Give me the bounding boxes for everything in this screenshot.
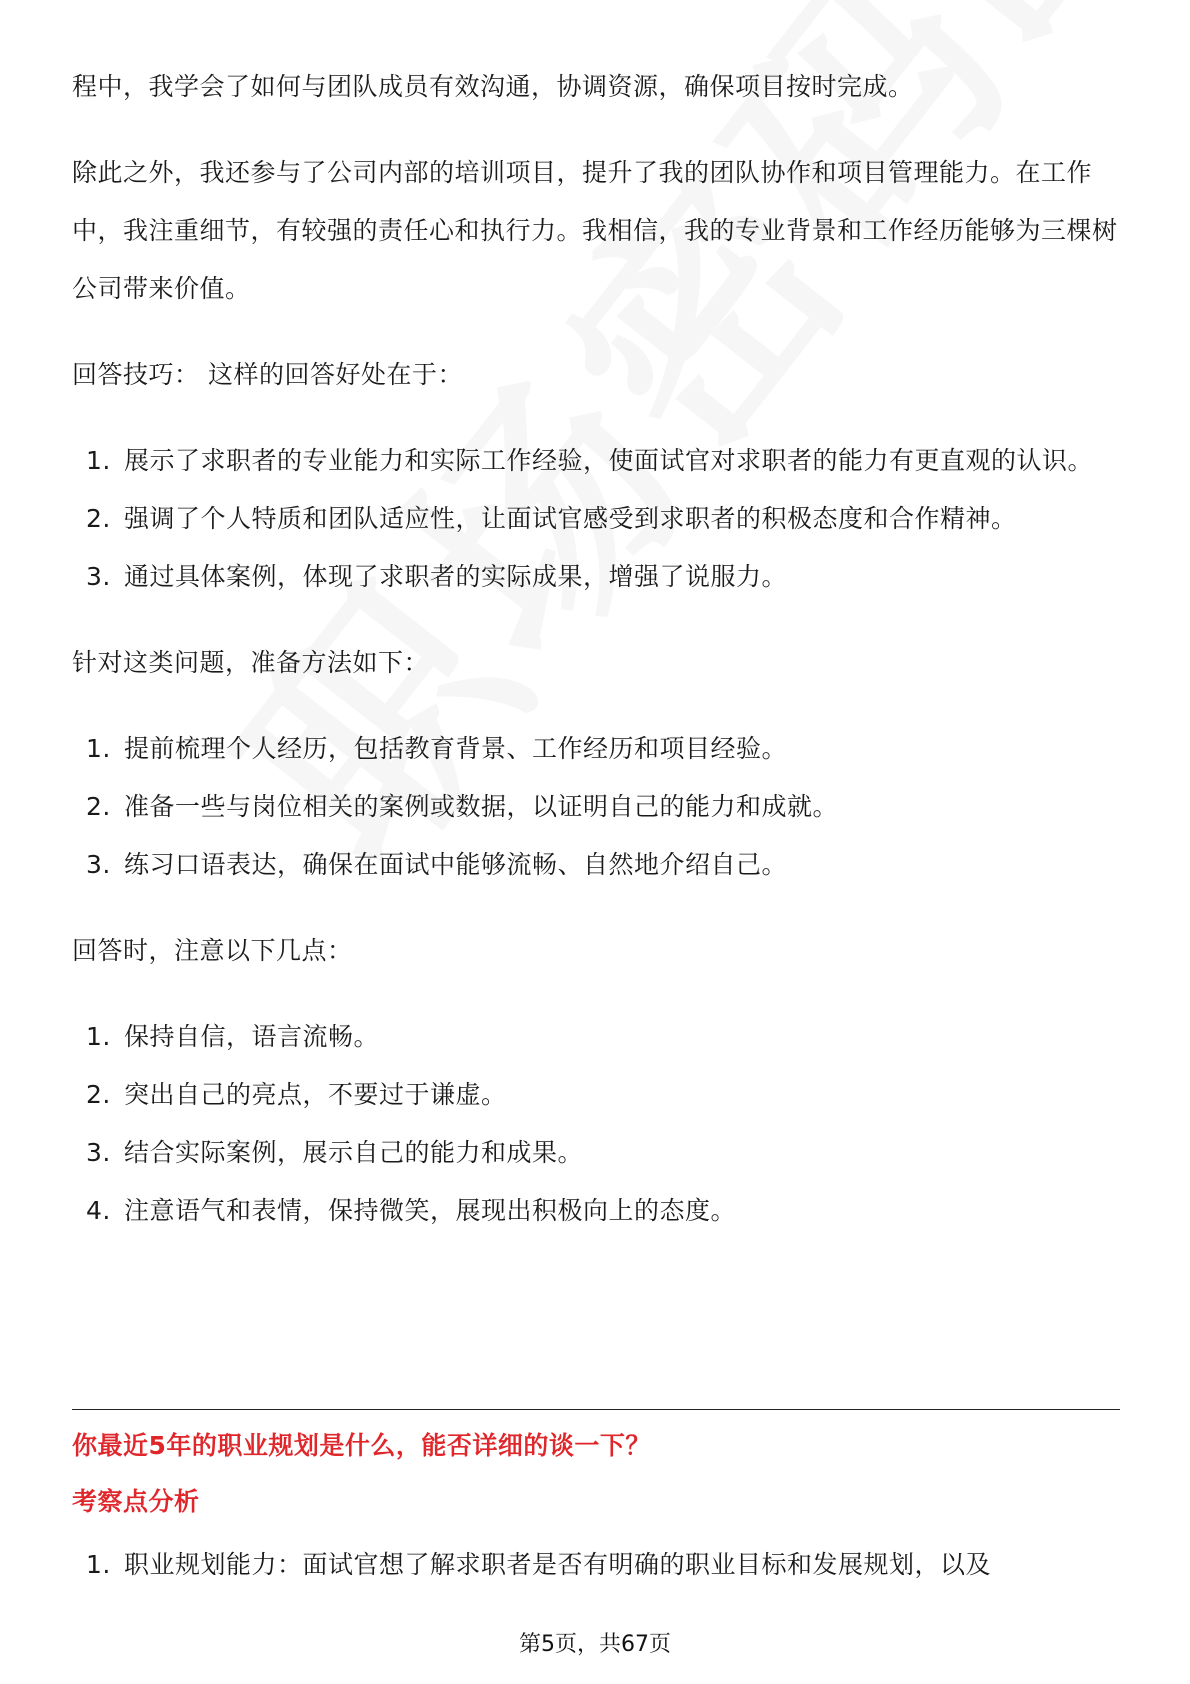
list-item-text: 注意语气和表情，保持微笑，展现出积极向上的态度。 xyxy=(124,1196,737,1225)
paragraph-additional-experience: 除此之外，我还参与了公司内部的培训项目，提升了我的团队协作和项目管理能力。在工作中，我注重细节，有较强的责任心和执行力。我相信，我的专业背景和工作经历能够为三棵树公司带来价值。 xyxy=(72,158,1118,303)
list-item-text: 职业规划能力：面试官想了解求职者是否有明确的职业目标和发展规划，以及 xyxy=(124,1550,992,1579)
list-item xyxy=(72,836,1120,894)
list-item-text: 强调了个人特质和团队适应性，让面试官感受到求职者的积极态度和合作精神。 xyxy=(124,504,1017,533)
prep-heading: 针对这类问题，准备方法如下： xyxy=(72,648,430,677)
analysis-list-container xyxy=(72,1536,1120,1622)
list-number: 1. xyxy=(86,1022,111,1051)
list-item-text: 练习口语表达，确保在面试中能够流畅、自然地介绍自己。 xyxy=(124,850,788,879)
list-item xyxy=(72,1008,1120,1066)
tips-list xyxy=(72,432,1120,606)
analysis-list xyxy=(72,1536,1120,1594)
attention-list xyxy=(72,1008,1120,1240)
list-item-text: 提前梳理个人经历，包括教育背景、工作经历和项目经验。 xyxy=(124,734,788,763)
attention-heading: 回答时，注意以下几点： xyxy=(72,936,353,965)
list-item xyxy=(72,1182,1120,1240)
list-item xyxy=(72,1066,1120,1124)
list-number: 3. xyxy=(86,1138,111,1167)
list-number: 1. xyxy=(86,734,111,763)
list-item xyxy=(72,720,1120,778)
list-item-text: 突出自己的亮点，不要过于谦虚。 xyxy=(124,1080,507,1109)
paragraph-continued: 程中，我学会了如何与团队成员有效沟通，协调资源，确保项目按时完成。 xyxy=(72,72,914,101)
list-item-text: 展示了求职者的专业能力和实际工作经验，使面试官对求职者的能力有更直观的认识。 xyxy=(124,446,1094,475)
list-item xyxy=(72,778,1120,836)
list-number: 1. xyxy=(86,1550,111,1579)
list-item xyxy=(72,1536,1120,1594)
analysis-subheading: 考察点分析 xyxy=(72,1487,200,1516)
list-item xyxy=(72,490,1120,548)
list-number: 3. xyxy=(86,850,111,879)
list-number: 2. xyxy=(86,1080,111,1109)
question-title: 你最近5年的职业规划是什么，能否详细的谈一下？ xyxy=(72,1431,651,1460)
page-number: 第5页，共67页 xyxy=(519,1632,671,1657)
list-item xyxy=(72,432,1120,490)
list-number: 1. xyxy=(86,446,111,475)
prep-list xyxy=(72,720,1120,894)
list-number: 3. xyxy=(86,562,111,591)
list-item-text: 通过具体案例，体现了求职者的实际成果，增强了说服力。 xyxy=(124,562,788,591)
list-item xyxy=(72,548,1120,606)
section-divider xyxy=(72,1409,1120,1410)
list-number: 4. xyxy=(86,1196,111,1225)
list-number: 2. xyxy=(86,792,111,821)
list-number: 2. xyxy=(86,504,111,533)
list-item xyxy=(72,1124,1120,1182)
list-item-text: 准备一些与岗位相关的案例或数据，以证明自己的能力和成就。 xyxy=(124,792,839,821)
list-item-text: 保持自信，语言流畅。 xyxy=(124,1022,380,1051)
main-content xyxy=(72,58,1120,1268)
tips-heading: 回答技巧： 这样的回答好处在于： xyxy=(72,360,463,389)
list-item-text: 结合实际案例，展示自己的能力和成果。 xyxy=(124,1138,584,1167)
